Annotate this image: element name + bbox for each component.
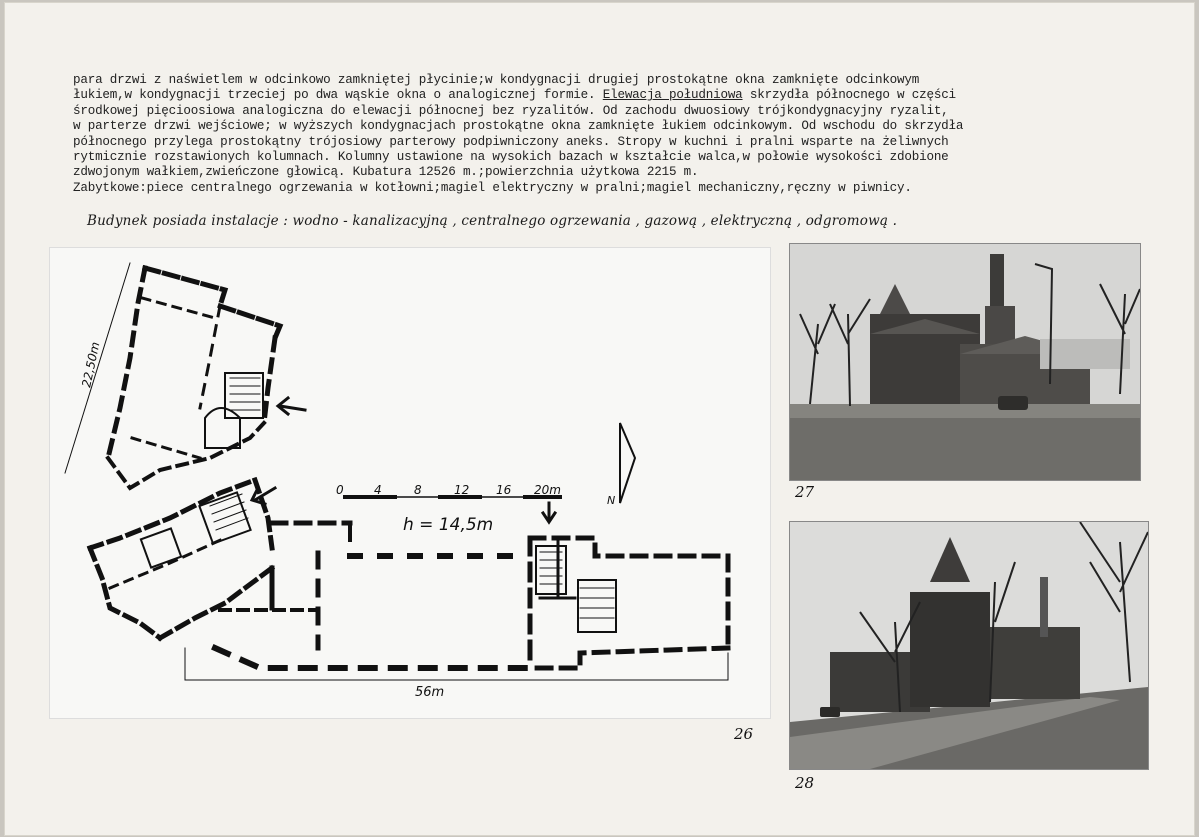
figure-number-26: 26 bbox=[734, 725, 754, 743]
text-fragment: skrzydła północnego w części bbox=[742, 88, 956, 103]
underlined-heading: Elewacja południowa bbox=[602, 88, 743, 103]
text-line: w parterze drzwi wejściowe; w wyższych kondygnacjach prostokątne okna zamknięte łukiem odcinkowym. Od wschodu do skrzydła bbox=[73, 119, 964, 134]
scale-tick: 20m bbox=[534, 483, 561, 497]
dimension-width: 56m bbox=[415, 685, 445, 700]
text-line: środkowej pięcioosiowa analogiczna do elewacji północnej bez ryzalitów. Od zachodu dwuosiowy trójkondygnacyjny ryzalit, bbox=[73, 103, 949, 118]
dimension-wing: 22,50m bbox=[79, 340, 103, 389]
photo-number-27: 27 bbox=[795, 483, 815, 501]
document-sheet bbox=[4, 2, 1195, 836]
text-line: Zabytkowe:piece centralnego ogrzewania w kotłowni;magiel elektryczny w pralni;magiel mechaniczny,ręczny w piwnicy. bbox=[73, 180, 912, 195]
text-fragment: łukiem,w kondygnacji trzeciej po dwa wąskie okna o analogicznej formie. bbox=[73, 88, 603, 103]
north-label: N bbox=[607, 494, 616, 507]
height-note: h = 14,5m bbox=[403, 515, 494, 535]
floor-plan-drawing bbox=[50, 248, 770, 718]
photo-number-28: 28 bbox=[795, 774, 815, 792]
scale-tick: 4 bbox=[374, 483, 382, 497]
photo-building-street bbox=[789, 521, 1149, 770]
typed-description bbox=[73, 73, 1053, 196]
photo-building-north bbox=[789, 243, 1141, 481]
text-line bbox=[73, 88, 1053, 103]
text-line: para drzwi z naświetlem w odcinkowo zamkniętej płycinie;w kondygnacji drugiej prostokątne okna zamknięte odcinkowym bbox=[73, 73, 920, 87]
text-line: północnego przylega prostokątny trójosiowy parterowy podpiwniczony aneks. Stropy w kuchni i pralni wsparte na żeliwnych bbox=[73, 134, 949, 149]
scale-tick: 0 bbox=[336, 483, 344, 497]
text-line: zdwojonym wałkiem,zwieńczone głowicą. Kubatura 12526 m.;powierzchnia użytkowa 2215 m. bbox=[73, 165, 699, 180]
scale-tick: 16 bbox=[496, 483, 512, 497]
handwritten-note: Budynek posiada instalacje : wodno - kanalizacyjną , centralnego ogrzewania , gazową , elektryczną , odgromową . bbox=[87, 213, 898, 229]
scale-tick: 8 bbox=[414, 483, 422, 497]
text-line: rytmicznie rozstawionych kolumnach. Kolumny ustawione na wysokich bazach w kształcie walca,w połowie wysokości zdobione bbox=[73, 150, 949, 165]
scale-tick: 12 bbox=[454, 483, 470, 497]
floor-plan bbox=[49, 247, 771, 719]
